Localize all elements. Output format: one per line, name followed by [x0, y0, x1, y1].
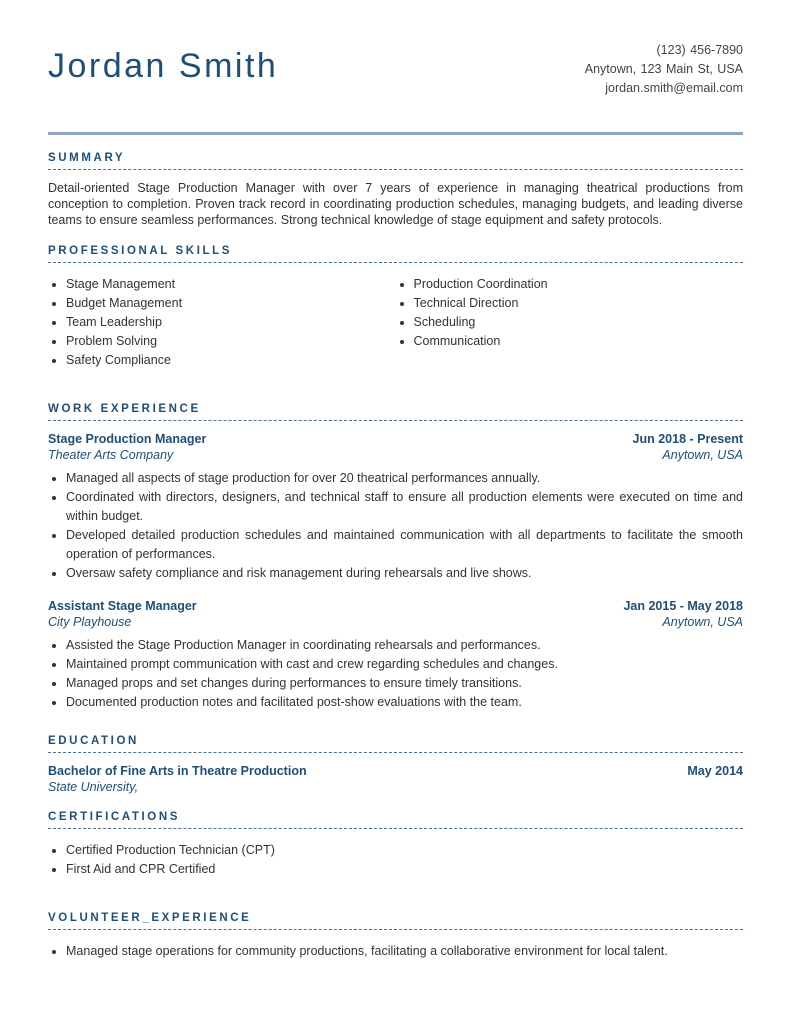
job-location: Anytown, USA — [662, 615, 743, 629]
job-title: Stage Production Manager — [48, 432, 207, 446]
skill-item: Stage Management — [48, 275, 396, 294]
certification-item: First Aid and CPR Certified — [48, 860, 743, 879]
volunteer-item: Managed stage operations for community productions, facilitating a collaborative environment for local talent. — [48, 942, 743, 961]
job-bullet: Assisted the Stage Production Manager in coordinating rehearsals and performances. — [48, 636, 743, 655]
job-dates: Jun 2018 - Present — [632, 432, 743, 446]
contact-info — [585, 41, 743, 98]
section-title: EDUCATION — [48, 734, 743, 753]
job-bullet: Developed detailed production schedules and maintained communication with all departments to facilitate the smooth operation of performances. — [48, 526, 743, 564]
job-bullets — [48, 636, 743, 712]
summary-text: Detail-oriented Stage Production Manager with over 7 years of experience in managing theatrical productions from conception to completion. Proven track record in coordinating production schedules, managing budgets, and leading diverse teams to ensure seamless performances. Strong technical knowledge of stage equipment and safety protocols. — [48, 181, 743, 227]
degree-title: Bachelor of Fine Arts in Theatre Production — [48, 764, 307, 778]
volunteer-section — [48, 911, 743, 961]
volunteer-list — [48, 942, 743, 961]
job-bullets — [48, 469, 743, 583]
contact-address: Anytown, 123 Main St, USA — [584, 62, 743, 76]
work-section — [48, 402, 743, 712]
job-company: Theater Arts Company — [48, 448, 174, 462]
skill-item: Team Leadership — [48, 313, 396, 332]
job-entry — [48, 431, 743, 583]
job-entry — [48, 598, 743, 712]
skill-item: Safety Compliance — [48, 351, 396, 370]
skill-item: Problem Solving — [48, 332, 396, 351]
skill-item: Technical Direction — [396, 294, 744, 313]
contact-phone: (123) 456-7890 — [656, 43, 743, 57]
education-entry — [48, 763, 743, 795]
skill-item: Production Coordination — [396, 275, 744, 294]
certification-item: Certified Production Technician (CPT) — [48, 841, 743, 860]
job-bullet: Managed all aspects of stage production for over 20 theatrical performances annually. — [48, 469, 743, 488]
header-divider — [48, 132, 743, 135]
job-title: Assistant Stage Manager — [48, 599, 197, 613]
skill-item: Budget Management — [48, 294, 396, 313]
skills-columns — [48, 275, 743, 370]
skills-column-left — [48, 275, 396, 370]
section-title: PROFESSIONAL SKILLS — [48, 244, 743, 263]
skill-item: Communication — [396, 332, 744, 351]
school-name: State University, — [48, 780, 139, 794]
job-bullet: Managed props and set changes during performances to ensure timely transitions. — [48, 674, 743, 693]
skills-column-right — [396, 275, 744, 370]
section-title: SUMMARY — [48, 151, 743, 170]
skill-item: Scheduling — [396, 313, 744, 332]
summary-section — [48, 151, 743, 228]
section-title: VOLUNTEER_EXPERIENCE — [48, 911, 743, 930]
certifications-section — [48, 810, 743, 879]
job-bullet: Oversaw safety compliance and risk management during rehearsals and live shows. — [48, 564, 743, 583]
certification-list — [48, 841, 743, 879]
job-bullet: Coordinated with directors, designers, and technical staff to ensure all production elements were executed on time and within budget. — [48, 488, 743, 526]
education-section — [48, 734, 743, 795]
skills-section — [48, 244, 743, 370]
section-title: CERTIFICATIONS — [48, 810, 743, 829]
job-bullet: Maintained prompt communication with cast and crew regarding schedules and changes. — [48, 655, 743, 674]
resume-header — [48, 0, 743, 136]
job-location: Anytown, USA — [662, 448, 743, 462]
section-title: WORK EXPERIENCE — [48, 402, 743, 421]
contact-email[interactable]: jordan.smith@email.com — [605, 81, 743, 95]
candidate-name: Jordan Smith — [48, 47, 279, 85]
job-company: City Playhouse — [48, 615, 132, 629]
job-dates: Jan 2015 - May 2018 — [623, 599, 743, 613]
degree-date: May 2014 — [687, 764, 743, 778]
job-bullet: Documented production notes and facilitated post-show evaluations with the team. — [48, 693, 743, 712]
